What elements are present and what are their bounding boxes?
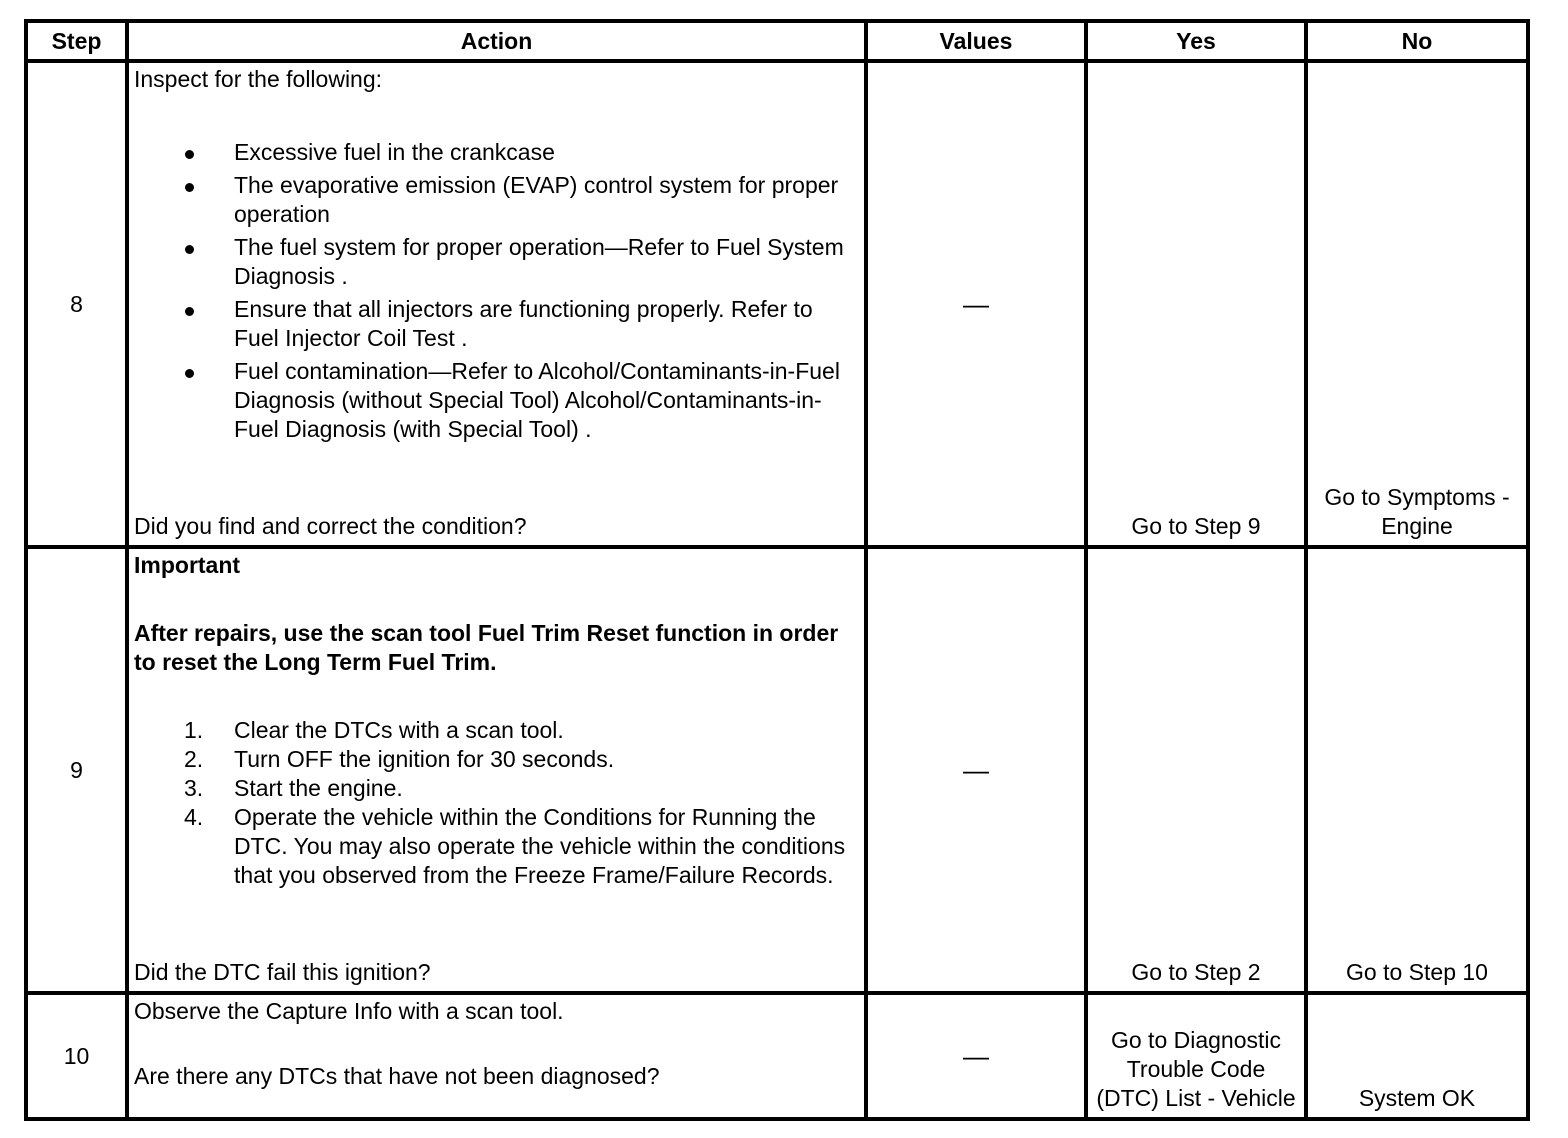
list-item: 1. Clear the DTCs with a scan tool. [184,717,564,743]
action-cell [127,993,866,1119]
list-item: Fuel contamination—Refer to Alcohol/Contaminants-in-Fuel Diagnosis (without Special Tool) Alcohol/Contaminants-in-Fuel Diagnosis (with Special Tool) . [134,357,860,444]
action-intro: Observe the Capture Info with a scan tool. [134,998,564,1024]
no-cell: Go to Step 10 [1306,547,1528,993]
header-values: Values [866,21,1086,61]
header-action: Action [127,21,866,61]
list-item: Ensure that all injectors are functioning properly. Refer to Fuel Injector Coil Test . [134,295,860,353]
list-item: 3. Start the engine. [184,775,403,801]
yes-cell: Go to Diagnostic Trouble Code (DTC) List - Vehicle [1086,993,1306,1119]
values-cell: — [866,993,1086,1119]
important-text: After repairs, use the scan tool Fuel Trim Reset function in order to reset the Long Term Fuel Trim. [134,620,839,675]
action-question: Did the DTC fail this ignition? [134,959,431,985]
bullet-icon [185,150,194,159]
bullet-icon [185,307,194,316]
list-item: 4. Operate the vehicle within the Conditions for Running the DTC. You may also operate the vehicle within the conditions that you observed from the Freeze Frame/Failure Records. [184,804,846,888]
table-row-step-10 [26,993,1528,1119]
step-number: 8 [26,61,127,547]
header-step: Step [26,21,127,61]
bullet-icon [185,183,194,192]
diagnostic-table [24,19,1530,1121]
action-cell [127,547,866,993]
header-row [26,21,1528,61]
list-item: Excessive fuel in the crankcase [134,138,860,167]
action-cell [127,61,866,547]
table-row-step-9 [26,547,1528,993]
bullet-icon [185,245,194,254]
list-item: The evaporative emission (EVAP) control system for proper operation [134,171,860,229]
table-row-step-8 [26,61,1528,547]
action-question: Are there any DTCs that have not been diagnosed? [134,1063,660,1089]
yes-cell: Go to Step 9 [1086,61,1306,547]
numbered-list [134,716,860,890]
header-no: No [1306,21,1528,61]
yes-cell: Go to Step 2 [1086,547,1306,993]
list-item: 2. Turn OFF the ignition for 30 seconds. [184,746,615,772]
bullet-icon [185,369,194,378]
values-cell: — [866,547,1086,993]
bullet-list [134,138,860,444]
step-number: 10 [26,993,127,1119]
action-question: Did you find and correct the condition? [134,513,527,539]
no-cell: System OK [1306,993,1528,1119]
header-yes: Yes [1086,21,1306,61]
step-number: 9 [26,547,127,993]
action-intro: Inspect for the following: [134,66,383,92]
values-cell: — [866,61,1086,547]
no-cell: Go to Symptoms - Engine [1306,61,1528,547]
important-label: Important [134,552,241,578]
list-item: The fuel system for proper operation—Refer to Fuel System Diagnosis . [134,233,860,291]
